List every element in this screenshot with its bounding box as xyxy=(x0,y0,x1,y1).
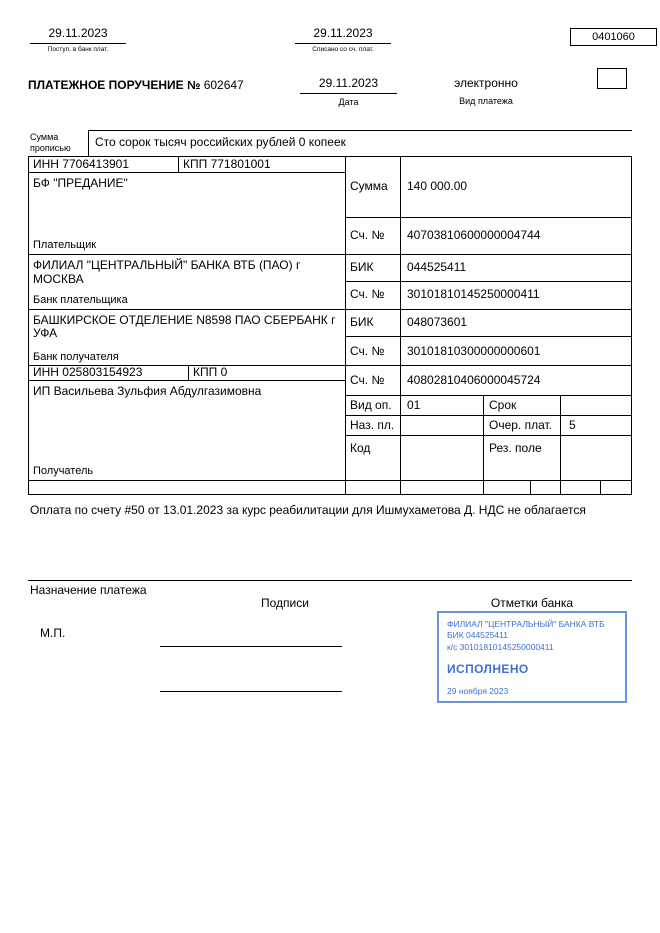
receiver-cell xyxy=(29,381,345,480)
payer-bank-account-row xyxy=(346,282,631,310)
payer-bank-bik-label: БИК xyxy=(346,255,401,281)
signature-line xyxy=(160,691,342,692)
bank-stamp xyxy=(437,611,627,703)
receiver-inn: ИНН 025803154923 xyxy=(29,366,189,380)
payer-bank-account-label: Сч. № xyxy=(346,282,401,309)
table-empty-cell xyxy=(346,481,401,494)
receiver-account-row xyxy=(346,366,631,396)
title-label: ПЛАТЕЖНОЕ ПОРУЧЕНИЕ № xyxy=(28,78,201,92)
document-title xyxy=(28,79,244,93)
term-value xyxy=(561,396,631,415)
payer-name: БФ "ПРЕДАНИЕ" xyxy=(33,175,128,190)
payer-kpp: КПП 771801001 xyxy=(183,156,271,171)
term-label: Срок xyxy=(484,396,561,415)
receiver-bank-bik-row xyxy=(346,310,631,338)
document-date-value: 29.11.2023 xyxy=(300,77,397,94)
amount-words-row xyxy=(28,130,632,157)
reserve-field-label: Рез. поле xyxy=(484,436,561,480)
document-date-field xyxy=(300,77,397,107)
op-kind-value: 01 xyxy=(401,396,484,415)
payer-section-label: Плательщик xyxy=(33,239,97,252)
payer-account-row xyxy=(346,218,631,255)
signatures-label: Подписи xyxy=(261,596,309,610)
debited-date-field xyxy=(295,27,391,53)
receiver-bank-account-label: Сч. № xyxy=(346,337,401,365)
bank-marks-label: Отметки банка xyxy=(490,596,574,610)
priority-row xyxy=(346,416,631,436)
form-code: 0401060 xyxy=(592,30,635,43)
reserve-field-value xyxy=(561,436,631,480)
table-empty-cell xyxy=(484,481,531,494)
stamp-bik: БИК 044525411 xyxy=(447,630,508,641)
code-label: Код xyxy=(346,436,401,480)
stamp-date: 29 ноября 2023 xyxy=(447,686,509,697)
receiver-bank-bik-label: БИК xyxy=(346,310,401,337)
pay-purpose-code-label: Наз. пл. xyxy=(346,416,401,435)
payer-inn: ИНН 7706413901 xyxy=(29,157,179,172)
payment-kind-field xyxy=(430,77,542,106)
parties-column xyxy=(29,157,346,480)
payment-kind-caption: Вид платежа xyxy=(459,95,513,106)
receiver-bank-name: БАШКИРСКОЕ ОТДЕЛЕНИЕ N8598 ПАО СБЕРБАНК г УФА xyxy=(33,312,336,341)
table-empty-cell xyxy=(29,481,346,494)
op-kind-row xyxy=(346,396,631,416)
tax-fields-row xyxy=(28,481,632,495)
table-empty-cell xyxy=(531,481,561,494)
amount-words-value: Сто сорок тысяч российских рублей 0 копеек xyxy=(88,130,632,156)
receiver-account-value: 40802810406000045724 xyxy=(407,372,541,387)
receiver-kpp: КПП 0 xyxy=(193,365,228,380)
payer-cell xyxy=(29,173,345,255)
document-number: 602647 xyxy=(203,78,244,92)
payer-bank-bik-value: 044525411 xyxy=(407,259,467,274)
table-empty-cell xyxy=(401,481,484,494)
op-kind-label: Вид оп. xyxy=(346,396,401,415)
signature-line xyxy=(160,646,342,647)
amount-words-label: Сумма прописью xyxy=(30,132,71,153)
table-empty-cell xyxy=(561,481,601,494)
amount-value: 140 000.00 xyxy=(407,179,468,193)
status-code-box xyxy=(597,68,627,89)
document-date-caption: Дата xyxy=(338,96,359,107)
receiver-bank-account-value: 30101810300000000601 xyxy=(407,343,541,358)
stamp-place-label: М.П. xyxy=(40,626,66,640)
debited-date-value: 29.11.2023 xyxy=(295,27,391,44)
receiver-bank-section-label: Банк получателя xyxy=(33,350,119,363)
received-date-value: 29.11.2023 xyxy=(30,27,126,44)
amount-label: Сумма xyxy=(346,157,401,217)
requisites-column xyxy=(346,157,631,480)
code-row xyxy=(346,436,631,480)
debited-date-caption: Списано со сч. плат. xyxy=(312,45,374,53)
payer-bank-bik-row xyxy=(346,255,631,282)
payer-bank-account-value: 30101810145250000411 xyxy=(407,287,540,302)
payer-bank-cell xyxy=(29,255,345,310)
received-date-field xyxy=(30,27,126,53)
receiver-section-label: Получатель xyxy=(33,465,94,478)
receiver-bank-cell xyxy=(29,310,345,367)
priority-label: Очер. плат. xyxy=(484,416,561,435)
form-code-box xyxy=(570,28,657,46)
priority-value: 5 xyxy=(569,417,576,432)
payer-bank-section-label: Банк плательщика xyxy=(33,293,128,306)
stamp-corr-account: к/с 30101810145250000411 xyxy=(447,641,554,652)
purpose-label: Назначение платежа xyxy=(30,583,147,597)
purpose-divider xyxy=(28,580,632,581)
amount-row xyxy=(346,157,631,218)
receiver-account-label: Сч. № xyxy=(346,366,401,395)
payment-details-table xyxy=(28,157,632,481)
payer-account-value: 40703810600000004744 xyxy=(407,227,541,242)
code-value xyxy=(401,436,484,480)
stamp-status: ИСПОЛНЕНО xyxy=(447,662,529,677)
receiver-inn-row xyxy=(29,366,345,381)
table-empty-cell xyxy=(601,481,631,494)
purpose-text: Оплата по счету #50 от 13.01.2023 за курс реабилитации для Ишмухаметова Д. НДС не облагается xyxy=(30,503,586,517)
pay-purpose-code-value xyxy=(401,416,484,435)
payment-kind-value: электронно xyxy=(454,76,518,90)
payer-account-label: Сч. № xyxy=(346,218,401,254)
receiver-name: ИП Васильева Зульфия Абдулгазимовна xyxy=(33,384,262,399)
received-date-caption: Поступ. в банк плат. xyxy=(47,45,109,53)
receiver-bank-account-row xyxy=(346,337,631,366)
receiver-bank-bik-value: 048073601 xyxy=(407,315,468,330)
payer-inn-row xyxy=(29,157,345,173)
stamp-bank-name: ФИЛИАЛ "ЦЕНТРАЛЬНЫЙ" БАНКА ВТБ xyxy=(447,619,605,629)
payer-bank-name: ФИЛИАЛ "ЦЕНТРАЛЬНЫЙ" БАНКА ВТБ (ПАО) г МОСКВА xyxy=(33,257,301,286)
